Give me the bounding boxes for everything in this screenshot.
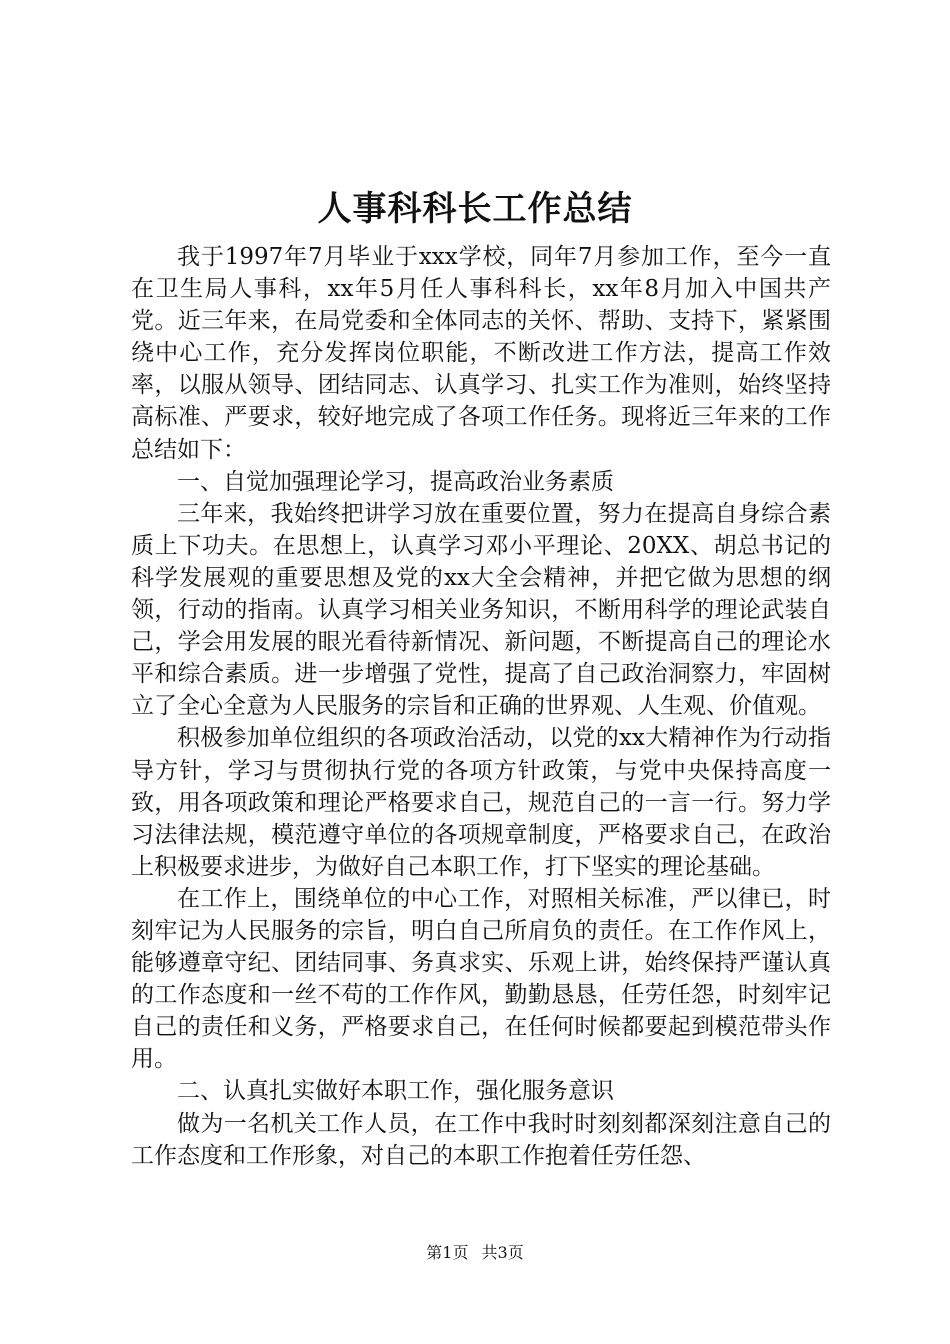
paragraph-political-activities: 积极参加单位组织的各项政治活动，以党的xx大精神作为行动指导方针，学习与贯彻执行党的各项方针政策，与党中央保持高度一致，用各项政策和理论严格要求自己，规范自己的一言一行。努力学习法律法规，模范遵守单位的各项规章制度，严格要求自己，在政治上积极要求进步，为做好自己本职工作，打下坚实的理论基础。 [131,725,831,880]
paragraph-duties: 做为一名机关工作人员，在工作中我时时刻刻都深刻注意自己的工作态度和工作形象，对自己的本职工作抱着任劳任怨、 [131,1110,831,1169]
page-footer [0,1242,950,1264]
paragraph-study: 三年来，我始终把讲学习放在重要位置，努力在提高自身综合素质上下功夫。在思想上，认真学习邓小平理论、20XX、胡总书记的科学发展观的重要思想及党的xx大全会精神，并把它做为思想的纲领，行动的指南。认真学习相关业务知识，不断用科学的理论武装自己，学会用发展的眼光看待新情况、新问题，不断提高自己的理论水平和综合素质。进一步增强了党性，提高了自己政治洞察力，牢固树立了全心全意为人民服务的宗旨和正确的世界观、人生观、价值观。 [131,500,831,720]
document-title: 人事科科长工作总结 [317,189,633,229]
paragraph-intro: 我于1997年7月毕业于xxx学校，同年7月参加工作，至今一直在卫生局人事科，xx年5月任人事科科长，xx年8月加入中国共产党。近三年来，在局党委和全体同志的关怀、帮助、支持下，紧紧围绕中心工作，充分发挥岗位职能，不断改进工作方法，提高工作效率，以服从领导、团结同志、认真学习、扎实工作为准则，始终坚持高标准、严要求，较好地完成了各项工作任务。现将近三年来的工作总结如下： [131,244,831,463]
paragraph-work-style: 在工作上，围绕单位的中心工作，对照相关标准，严以律已，时刻牢记为人民服务的宗旨，明白自己所肩负的责任。在工作作风上，能够遵章守纪、团结同事、务真求实、乐观上讲，始终保持严谨认真的工作态度和一丝不苟的工作作风，勤勤恳恳，任劳任怨，时刻牢记自己的责任和义务，严格要求自己，在任何时候都要起到模范带头作用。 [131,885,831,1073]
page-total: 共3页 [481,1243,524,1262]
page-number: 第1页 [426,1243,469,1262]
document-body [131,241,831,1172]
section-heading-2: 二、认真扎实做好本职工作，强化服务意识 [177,1078,614,1105]
section-heading-1: 一、自觉加强理论学习，提高政治业务素质 [177,468,614,495]
